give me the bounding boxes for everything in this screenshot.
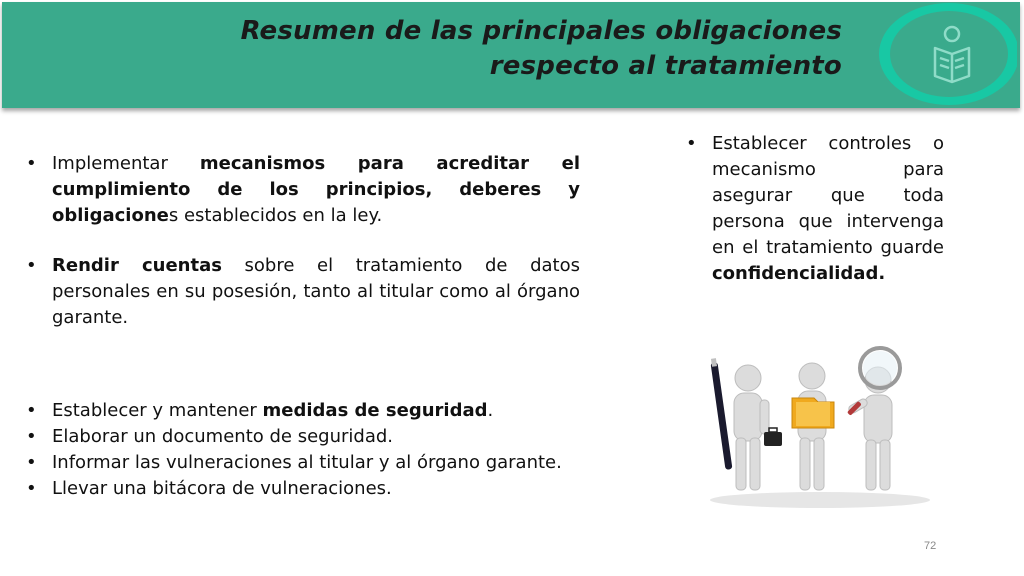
left-bottom-bullet-list [24,398,604,502]
book-person-icon [877,2,1017,106]
list-item: • Llevar una bitácora de vulneraciones. [24,476,604,502]
list-item: • Elaborar un documento de seguridad. [24,424,604,450]
list-item: • Rendir cuentas sobre el tratamiento de datos personales en su posesión, tanto al titular como al órgano garante. [24,253,580,331]
list-item: • Establecer controles o mecanismo para asegurar que toda persona que intervenga en el tratamiento guarde confidencialidad. [684,131,944,287]
slide-header [0,0,1024,112]
title-line-2: respecto al tratamiento [489,51,842,81]
people-illustration [700,340,940,510]
pen-icon [711,358,733,470]
folder-icon [792,398,834,428]
slide-title [241,14,842,84]
list-item: • Implementar mecanismos para acreditar el cumplimiento de los principios, deberes y obligaciones establecidos en la ley. [24,151,580,229]
page-number: 72 [924,540,937,552]
list-item: • Informar las vulneraciones al titular y al órgano garante. [24,450,604,476]
list-item: • Establecer y mantener medidas de seguridad. [24,398,604,424]
right-bullet-list [684,131,944,287]
title-line-1: Resumen de las principales obligaciones [240,16,842,46]
left-top-bullet-list [24,151,580,355]
